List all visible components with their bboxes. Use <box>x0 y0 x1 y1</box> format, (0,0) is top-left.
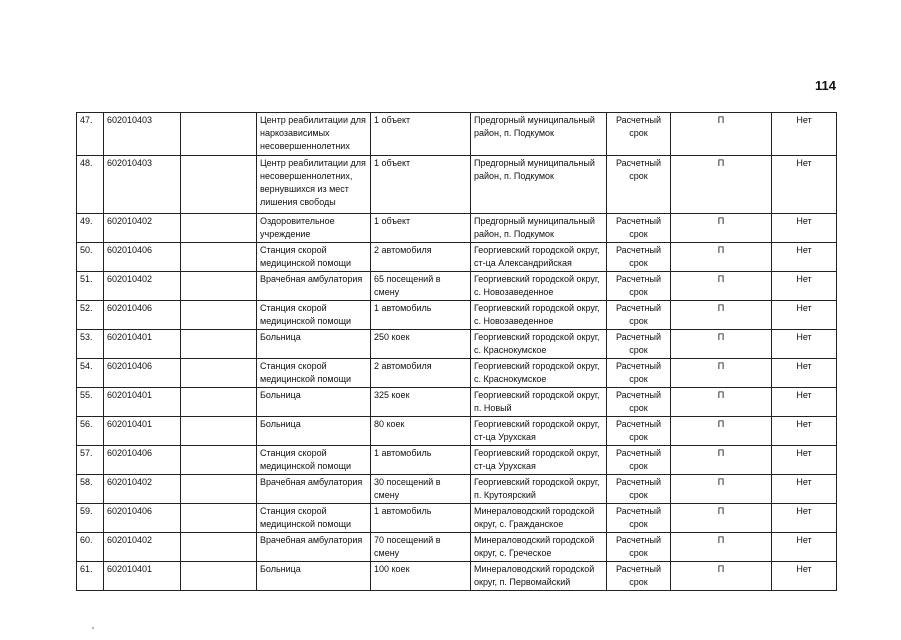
zone-flag-cell: Нет <box>772 475 837 504</box>
table-body <box>77 113 837 591</box>
table-row <box>77 504 837 533</box>
row-number-cell: 47. <box>77 113 104 156</box>
object-status-cell: П <box>671 243 772 272</box>
row-number-cell: 52. <box>77 301 104 330</box>
empty-column-cell <box>181 533 257 562</box>
table-row <box>77 446 837 475</box>
zone-flag-cell: Нет <box>772 243 837 272</box>
zone-flag-cell: Нет <box>772 301 837 330</box>
row-number-cell: 60. <box>77 533 104 562</box>
row-number-cell: 57. <box>77 446 104 475</box>
empty-column-cell <box>181 504 257 533</box>
objects-table <box>76 112 837 591</box>
table-row <box>77 272 837 301</box>
object-status-cell: П <box>671 388 772 417</box>
object-name-cell: Станция скорой медицинской помощи <box>257 359 371 388</box>
empty-column-cell <box>181 243 257 272</box>
object-name-cell: Врачебная амбулатория <box>257 475 371 504</box>
empty-column-cell <box>181 388 257 417</box>
object-capacity-cell: 100 коек <box>371 562 471 591</box>
object-location-cell: Георгиевский городской округ, с. Новозаведенное <box>471 272 607 301</box>
row-number-cell: 53. <box>77 330 104 359</box>
object-location-cell: Предгорный муниципальный район, п. Подкумок <box>471 113 607 156</box>
implementation-term-cell: Расчетный срок <box>607 388 671 417</box>
table-row <box>77 475 837 504</box>
row-number-cell: 48. <box>77 156 104 214</box>
classification-code-cell: 602010402 <box>104 272 181 301</box>
zone-flag-cell: Нет <box>772 272 837 301</box>
row-number-cell: 58. <box>77 475 104 504</box>
zone-flag-cell: Нет <box>772 446 837 475</box>
classification-code-cell: 602010402 <box>104 533 181 562</box>
table-row <box>77 533 837 562</box>
table-row <box>77 388 837 417</box>
zone-flag-cell: Нет <box>772 388 837 417</box>
object-status-cell: П <box>671 562 772 591</box>
classification-code-cell: 602010401 <box>104 562 181 591</box>
classification-code-cell: 602010406 <box>104 446 181 475</box>
implementation-term-cell: Расчетный срок <box>607 330 671 359</box>
zone-flag-cell: Нет <box>772 156 837 214</box>
object-location-cell: Георгиевский городской округ, ст-ца Александрийская <box>471 243 607 272</box>
object-status-cell: П <box>671 113 772 156</box>
empty-column-cell <box>181 330 257 359</box>
object-status-cell: П <box>671 156 772 214</box>
object-name-cell: Центр реабилитации для наркозависимых несовершеннолетних <box>257 113 371 156</box>
object-status-cell: П <box>671 359 772 388</box>
classification-code-cell: 602010402 <box>104 475 181 504</box>
object-status-cell: П <box>671 533 772 562</box>
object-name-cell: Врачебная амбулатория <box>257 272 371 301</box>
implementation-term-cell: Расчетный срок <box>607 272 671 301</box>
object-name-cell: Оздоровительное учреждение <box>257 214 371 243</box>
empty-column-cell <box>181 272 257 301</box>
zone-flag-cell: Нет <box>772 533 837 562</box>
object-name-cell: Больница <box>257 388 371 417</box>
table-row <box>77 214 837 243</box>
table-row <box>77 113 837 156</box>
empty-column-cell <box>181 562 257 591</box>
object-status-cell: П <box>671 301 772 330</box>
object-location-cell: Георгиевский городской округ, с. Краснокумское <box>471 359 607 388</box>
implementation-term-cell: Расчетный срок <box>607 562 671 591</box>
object-name-cell: Врачебная амбулатория <box>257 533 371 562</box>
row-number-cell: 59. <box>77 504 104 533</box>
object-capacity-cell: 65 посещений в смену <box>371 272 471 301</box>
object-capacity-cell: 1 автомобиль <box>371 504 471 533</box>
zone-flag-cell: Нет <box>772 417 837 446</box>
empty-column-cell <box>181 446 257 475</box>
object-name-cell: Станция скорой медицинской помощи <box>257 446 371 475</box>
object-capacity-cell: 1 объект <box>371 156 471 214</box>
object-location-cell: Георгиевский городской округ, п. Новый <box>471 388 607 417</box>
object-capacity-cell: 250 коек <box>371 330 471 359</box>
row-number-cell: 55. <box>77 388 104 417</box>
object-status-cell: П <box>671 272 772 301</box>
table-row <box>77 301 837 330</box>
table-row <box>77 330 837 359</box>
empty-column-cell <box>181 301 257 330</box>
object-name-cell: Больница <box>257 417 371 446</box>
object-capacity-cell: 2 автомобиля <box>371 359 471 388</box>
object-location-cell: Георгиевский городской округ, ст-ца Урухская <box>471 446 607 475</box>
row-number-cell: 50. <box>77 243 104 272</box>
object-location-cell: Георгиевский городской округ, ст-ца Урухская <box>471 417 607 446</box>
classification-code-cell: 602010403 <box>104 113 181 156</box>
row-number-cell: 54. <box>77 359 104 388</box>
zone-flag-cell: Нет <box>772 214 837 243</box>
zone-flag-cell: Нет <box>772 359 837 388</box>
object-location-cell: Минераловодский городской округ, с. Гражданское <box>471 504 607 533</box>
classification-code-cell: 602010406 <box>104 504 181 533</box>
object-status-cell: П <box>671 504 772 533</box>
implementation-term-cell: Расчетный срок <box>607 156 671 214</box>
implementation-term-cell: Расчетный срок <box>607 359 671 388</box>
object-name-cell: Станция скорой медицинской помощи <box>257 243 371 272</box>
classification-code-cell: 602010406 <box>104 243 181 272</box>
classification-code-cell: 602010401 <box>104 417 181 446</box>
table-row <box>77 417 837 446</box>
zone-flag-cell: Нет <box>772 330 837 359</box>
object-status-cell: П <box>671 417 772 446</box>
empty-column-cell <box>181 359 257 388</box>
implementation-term-cell: Расчетный срок <box>607 417 671 446</box>
object-name-cell: Центр реабилитации для несовершеннолетних, вернувшихся из мест лишения свободы <box>257 156 371 214</box>
table-row <box>77 562 837 591</box>
object-name-cell: Больница <box>257 330 371 359</box>
object-status-cell: П <box>671 446 772 475</box>
object-location-cell: Предгорный муниципальный район, п. Подкумок <box>471 156 607 214</box>
object-capacity-cell: 1 объект <box>371 214 471 243</box>
empty-column-cell <box>181 156 257 214</box>
table-row <box>77 156 837 214</box>
classification-code-cell: 602010401 <box>104 330 181 359</box>
table-row <box>77 243 837 272</box>
page-number: 114 <box>815 78 836 93</box>
classification-code-cell: 602010402 <box>104 214 181 243</box>
implementation-term-cell: Расчетный срок <box>607 533 671 562</box>
zone-flag-cell: Нет <box>772 504 837 533</box>
object-capacity-cell: 30 посещений в смену <box>371 475 471 504</box>
implementation-term-cell: Расчетный срок <box>607 243 671 272</box>
classification-code-cell: 602010403 <box>104 156 181 214</box>
object-capacity-cell: 1 автомобиль <box>371 301 471 330</box>
implementation-term-cell: Расчетный срок <box>607 301 671 330</box>
scan-artifact <box>92 627 94 629</box>
empty-column-cell <box>181 475 257 504</box>
empty-column-cell <box>181 113 257 156</box>
implementation-term-cell: Расчетный срок <box>607 504 671 533</box>
row-number-cell: 61. <box>77 562 104 591</box>
row-number-cell: 49. <box>77 214 104 243</box>
zone-flag-cell: Нет <box>772 562 837 591</box>
object-location-cell: Минераловодский городской округ, с. Греческое <box>471 533 607 562</box>
object-status-cell: П <box>671 475 772 504</box>
object-location-cell: Георгиевский городской округ, с. Новозаведенное <box>471 301 607 330</box>
object-location-cell: Предгорный муниципальный район, п. Подкумок <box>471 214 607 243</box>
object-capacity-cell: 1 объект <box>371 113 471 156</box>
row-number-cell: 56. <box>77 417 104 446</box>
object-capacity-cell: 70 посещений в смену <box>371 533 471 562</box>
object-location-cell: Георгиевский городской округ, с. Краснокумское <box>471 330 607 359</box>
object-status-cell: П <box>671 330 772 359</box>
empty-column-cell <box>181 417 257 446</box>
table-row <box>77 359 837 388</box>
row-number-cell: 51. <box>77 272 104 301</box>
implementation-term-cell: Расчетный срок <box>607 214 671 243</box>
classification-code-cell: 602010406 <box>104 359 181 388</box>
implementation-term-cell: Расчетный срок <box>607 446 671 475</box>
classification-code-cell: 602010406 <box>104 301 181 330</box>
object-status-cell: П <box>671 214 772 243</box>
zone-flag-cell: Нет <box>772 113 837 156</box>
object-capacity-cell: 80 коек <box>371 417 471 446</box>
empty-column-cell <box>181 214 257 243</box>
object-capacity-cell: 1 автомобиль <box>371 446 471 475</box>
implementation-term-cell: Расчетный срок <box>607 113 671 156</box>
object-location-cell: Минераловодский городской округ, п. Первомайский <box>471 562 607 591</box>
object-location-cell: Георгиевский городской округ, п. Крутоярский <box>471 475 607 504</box>
implementation-term-cell: Расчетный срок <box>607 475 671 504</box>
object-capacity-cell: 2 автомобиля <box>371 243 471 272</box>
object-capacity-cell: 325 коек <box>371 388 471 417</box>
object-name-cell: Больница <box>257 562 371 591</box>
object-name-cell: Станция скорой медицинской помощи <box>257 301 371 330</box>
classification-code-cell: 602010401 <box>104 388 181 417</box>
object-name-cell: Станция скорой медицинской помощи <box>257 504 371 533</box>
